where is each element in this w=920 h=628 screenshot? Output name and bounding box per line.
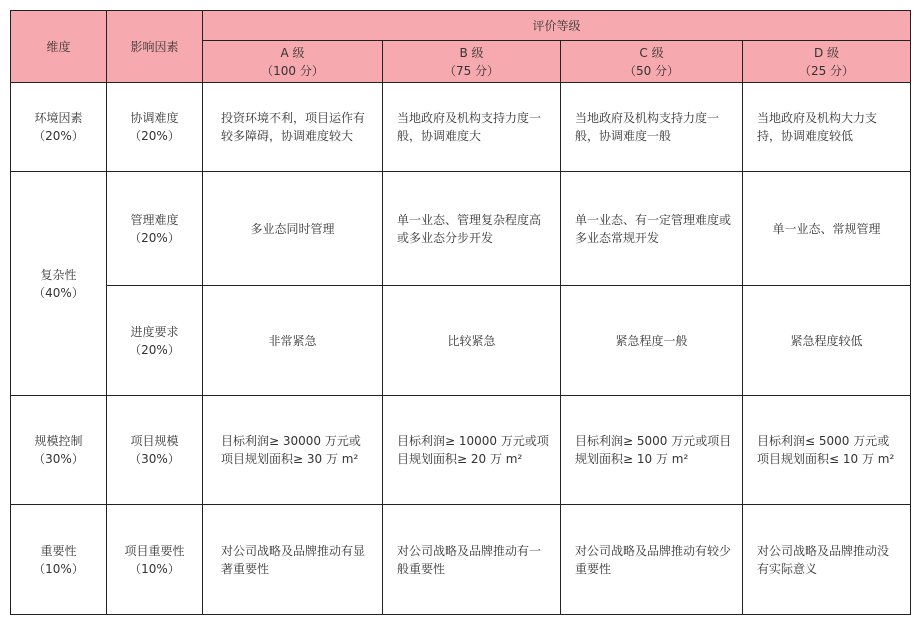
factor-cell xyxy=(107,396,203,505)
table-row xyxy=(11,172,911,286)
grade-b-cell: 对公司战略及品牌推动有一般重要性 xyxy=(383,505,561,615)
grade-a-cell: 投资环境不利，项目运作有较多障碍，协调难度较大 xyxy=(203,83,383,172)
grade-b-score: （75 分） xyxy=(443,63,500,78)
grade-d-cell: 当地政府及机构大力支持，协调难度较低 xyxy=(743,83,911,172)
table-row xyxy=(11,396,911,505)
factor-name: 项目重要性 xyxy=(124,543,185,558)
header-factor: 影响因素 xyxy=(107,11,203,83)
grade-b-cell: 比较紧急 xyxy=(383,286,561,396)
factor-name: 管理难度 xyxy=(130,212,179,227)
grade-c-cell: 当地政府及机构支持力度一般，协调难度一般 xyxy=(561,83,743,172)
grade-b-cell: 当地政府及机构支持力度一般，协调难度大 xyxy=(383,83,561,172)
grade-d-cell: 紧急程度较低 xyxy=(743,286,911,396)
dimension-weight: （40%） xyxy=(33,285,84,300)
factor-name: 协调难度 xyxy=(130,111,179,125)
grade-d-cell: 对公司战略及品牌推动没有实际意义 xyxy=(743,505,911,615)
grade-a-cell: 非常紧急 xyxy=(203,286,383,396)
table-header xyxy=(11,11,911,83)
dimension-weight: （10%） xyxy=(33,561,84,576)
grade-a-cell: 对公司战略及品牌推动有显著重要性 xyxy=(203,505,383,615)
dimension-cell xyxy=(11,172,107,396)
grade-a-cell: 目标利润≥ 30000 万元或项目规划面积≥ 30 万 m² xyxy=(203,396,383,505)
grade-a-name: A 级 xyxy=(280,45,305,60)
dimension-weight: （30%） xyxy=(33,452,84,466)
factor-name: 项目规模 xyxy=(130,434,179,448)
header-grade-b xyxy=(383,41,561,83)
factor-weight: （30%） xyxy=(129,452,180,466)
factor-cell xyxy=(107,286,203,396)
grade-c-cell: 紧急程度一般 xyxy=(561,286,743,396)
dimension-name: 重要性 xyxy=(40,543,77,558)
grade-b-cell: 目标利润≥ 10000 万元或项目规划面积≥ 20 万 m² xyxy=(383,396,561,505)
table-row xyxy=(11,83,911,172)
dimension-cell xyxy=(11,505,107,615)
factor-cell xyxy=(107,505,203,615)
grade-b-name: B 级 xyxy=(459,45,484,60)
dimension-weight: （20%） xyxy=(33,129,84,143)
factor-weight: （20%） xyxy=(129,129,180,143)
grade-c-cell: 对公司战略及品牌推动有较少重要性 xyxy=(561,505,743,615)
grade-c-cell: 单一业态、有一定管理难度或多业态常规开发 xyxy=(561,172,743,286)
factor-cell xyxy=(107,172,203,286)
grade-c-score: （50 分） xyxy=(623,63,680,78)
grade-d-cell: 目标利润≤ 5000 万元或项目规划面积≤ 10 万 m² xyxy=(743,396,911,505)
dimension-name: 环境因素 xyxy=(34,111,83,125)
dimension-name: 复杂性 xyxy=(40,267,77,282)
header-dimension: 维度 xyxy=(11,11,107,83)
grade-a-cell: 多业态同时管理 xyxy=(203,172,383,286)
grade-c-name: C 级 xyxy=(639,45,664,60)
grade-d-score: （25 分） xyxy=(798,63,855,78)
table-row xyxy=(11,286,911,396)
table-row xyxy=(11,505,911,615)
evaluation-grade-table xyxy=(10,10,911,615)
factor-weight: （20%） xyxy=(129,230,180,245)
factor-weight: （10%） xyxy=(129,561,180,576)
grade-c-cell: 目标利润≥ 5000 万元或项目规划面积≥ 10 万 m² xyxy=(561,396,743,505)
factor-cell xyxy=(107,83,203,172)
grade-d-name: D 级 xyxy=(813,45,840,60)
dimension-cell xyxy=(11,83,107,172)
header-grade-a xyxy=(203,41,383,83)
factor-weight: （20%） xyxy=(129,342,180,357)
header-grade-c xyxy=(561,41,743,83)
factor-name: 进度要求 xyxy=(130,324,179,339)
header-grade-group: 评价等级 xyxy=(203,11,911,41)
grade-b-cell: 单一业态、管理复杂程度高或多业态分步开发 xyxy=(383,172,561,286)
grade-d-cell: 单一业态、常规管理 xyxy=(743,172,911,286)
dimension-name: 规模控制 xyxy=(34,434,83,448)
dimension-cell xyxy=(11,396,107,505)
header-grade-d xyxy=(743,41,911,83)
grade-a-score: （100 分） xyxy=(261,63,324,78)
